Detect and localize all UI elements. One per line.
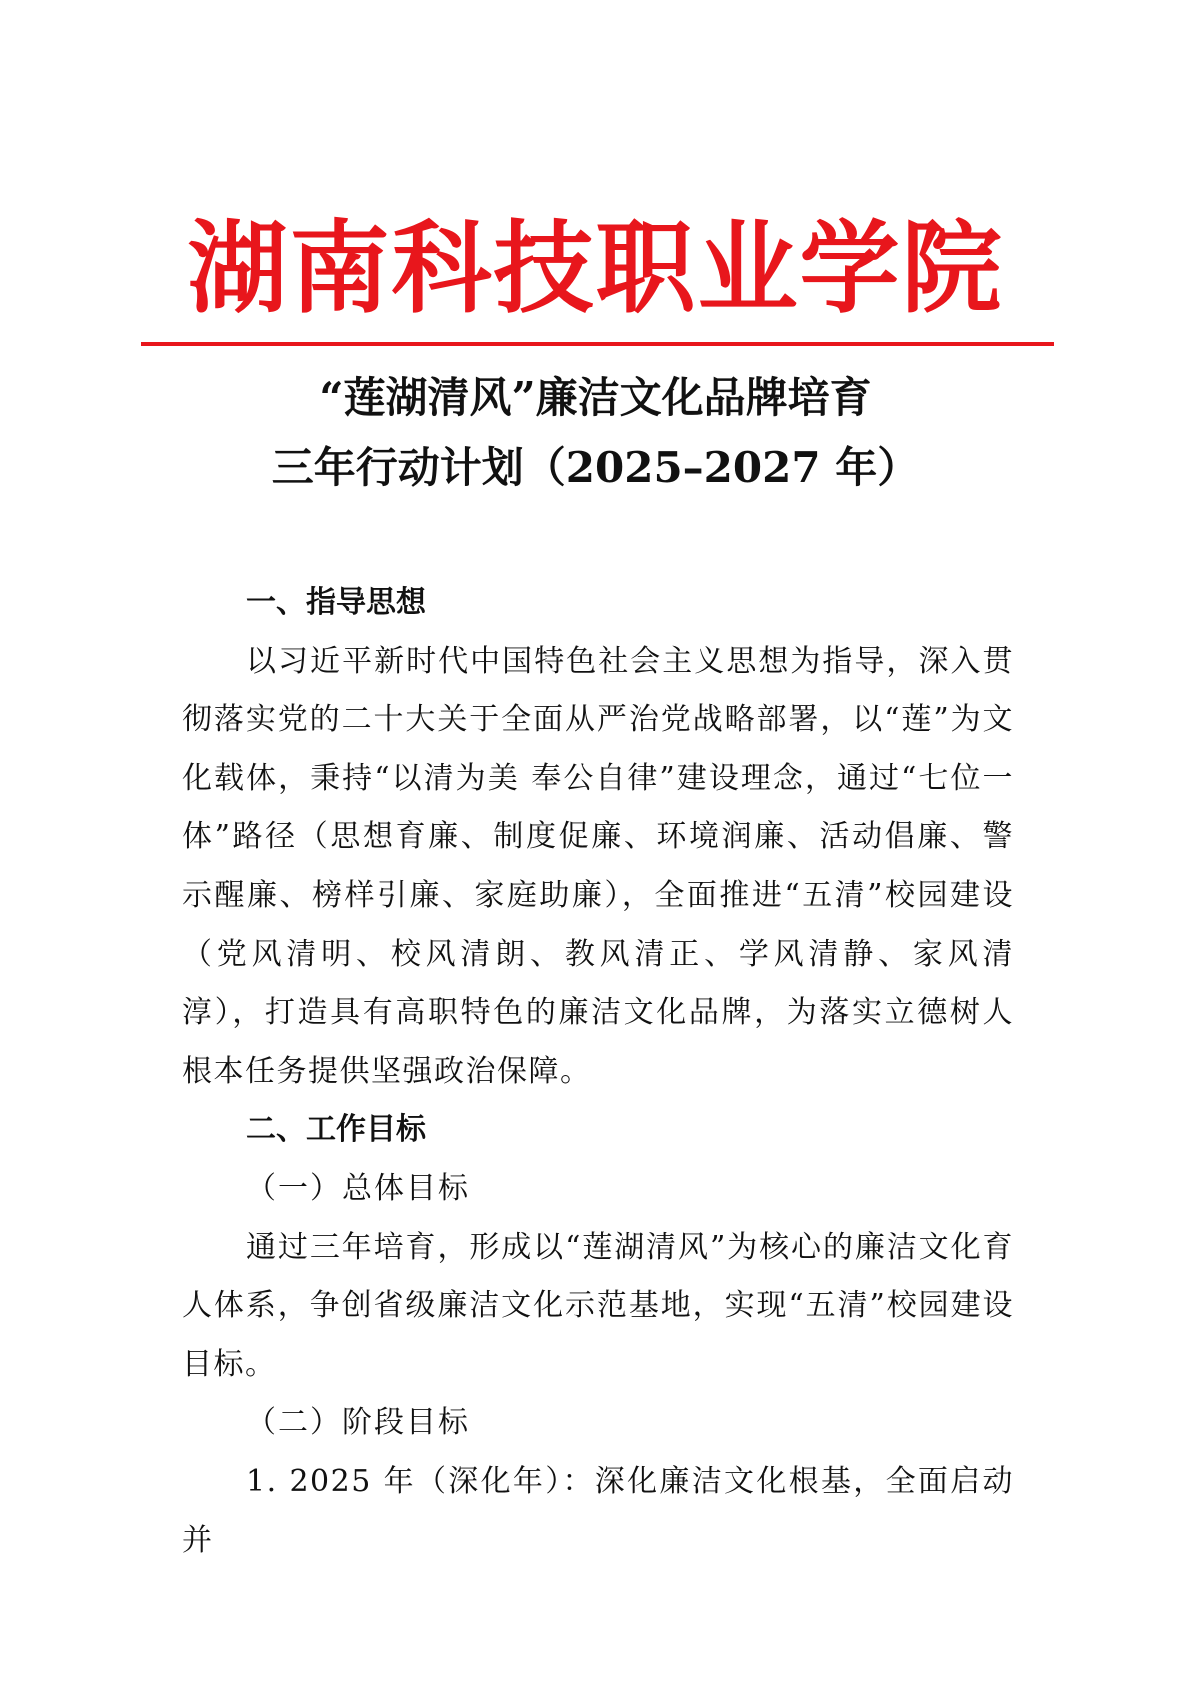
stage-goals-paragraph: 1. 2025 年（深化年）：深化廉洁文化根基，全面启动并 <box>182 1463 1014 1558</box>
masthead-title: 湖南科技职业学院 <box>187 210 1004 327</box>
document-title-line-2: 三年行动计划（2025–2027 年） <box>271 443 920 492</box>
document-body <box>182 574 1014 1570</box>
overall-goal-paragraph: 通过三年培育，形成以“莲湖清风”为核心的廉洁文化育人体系，争创省级廉洁文化示范基地，实现“五清”校园建设目标。 <box>182 1229 1014 1382</box>
section-heading-work-goals: 二、工作目标 <box>246 1112 426 1148</box>
subsection-heading-stage-goals: （二）阶段目标 <box>246 1405 470 1441</box>
guiding-ideology-paragraph: 以习近平新时代中国特色社会主义思想为指导，深入贯彻落实党的二十大关于全面从严治党战略部署，以“莲”为文化载体，秉持“以清为美 奉公自律”建设理念，通过“七位一体”路径（思想育廉、制度促廉、环境润廉、活动倡廉、警示醒廉、榜样引廉、家庭助廉），全面推进“五清”校园建设（党风清明、校风清朗、教风清正、学风清静、家风清淳），打造具有高职特色的廉洁文化品牌，为落实立德树人根本任务提供坚强政治保障。 <box>182 643 1014 1089</box>
section-heading-guiding-ideology: 一、指导思想 <box>246 585 426 620</box>
subsection-heading-overall-goal: （一）总体目标 <box>246 1170 470 1206</box>
document-title-line-1: “莲湖清风”廉洁文化品牌培育 <box>319 373 872 422</box>
red-divider-line <box>141 342 1054 346</box>
